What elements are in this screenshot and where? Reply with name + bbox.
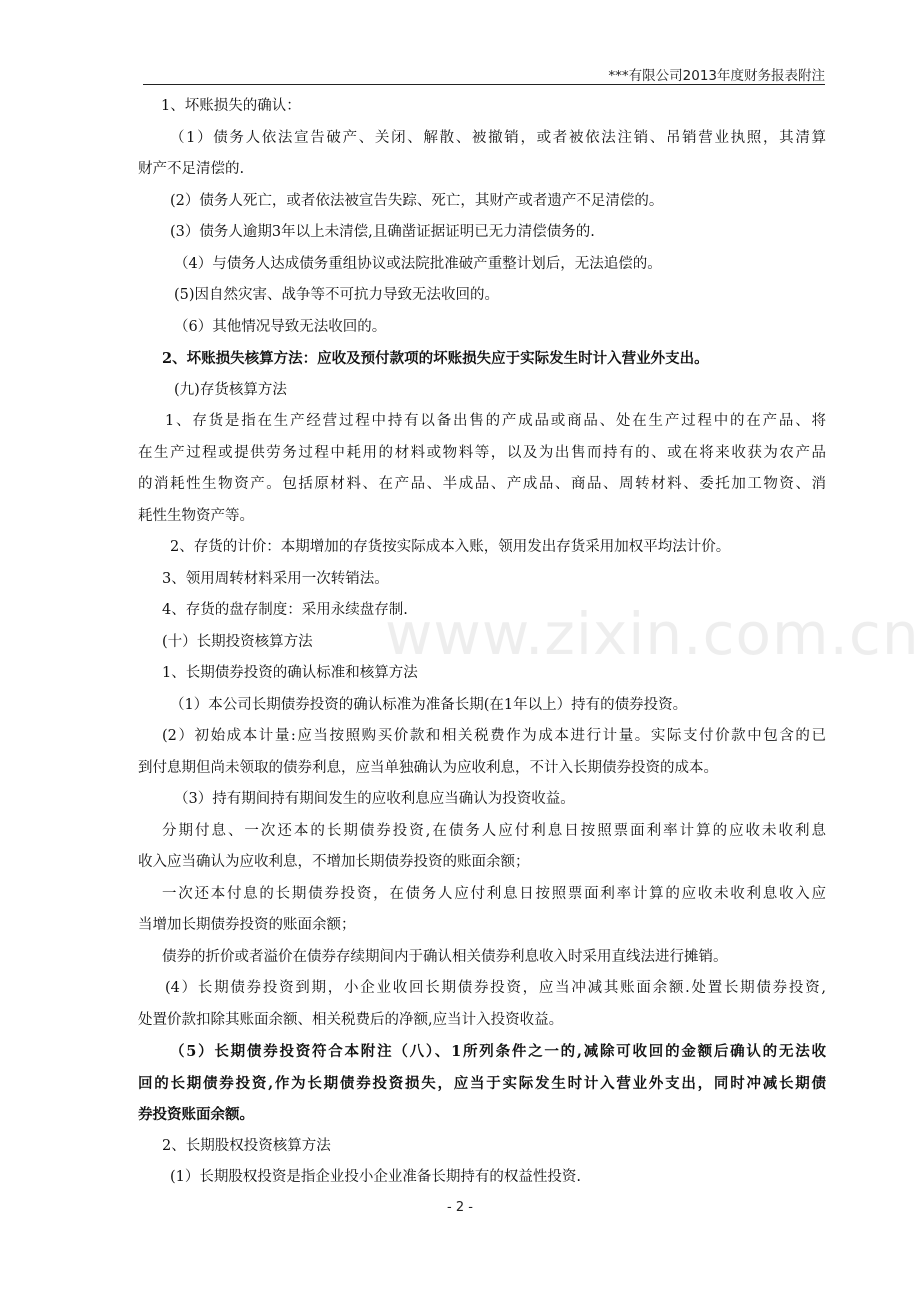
paragraph: (3）债务人逾期3年以上未清偿,且确凿证据证明已无力清偿债务的. (170, 224, 595, 240)
paragraph: 当增加长期债券投资的账面余额； (138, 917, 356, 933)
paragraph: 3、领用周转材料采用一次转销法。 (162, 570, 389, 587)
paragraph: 2、坏账损失核算方法：应收及预付款项的坏账损失应于实际发生时计入营业外支出。 (162, 350, 709, 367)
paragraph: 财产不足清偿的. (138, 161, 245, 177)
section-heading: (十）长期投资核算方法 (162, 633, 313, 650)
paragraph: 回的长期债券投资,作为长期债券投资损失，应当于实际发生时计入营业外支出，同时冲减长期债 (138, 1074, 826, 1092)
paragraph: 债券的折价或者溢价在债券存续期间内于确认相关债券利息收入时采用直线法进行摊销。 (162, 948, 728, 965)
paragraph: （5）长期债券投资符合本附注（八）、1所列条件之一的,减除可收回的金额后确认的无法收 (170, 1043, 826, 1060)
paragraph: 1、坏账损失的确认： (161, 98, 301, 114)
paragraph: 收入应当确认为应收利息，不增加长期债券投资的账面余额； (138, 854, 530, 870)
header-title: ***有限公司2013年度财务报表附注 (608, 68, 825, 84)
paragraph: 分期付息、一次还本的长期债券投资,在债务人应付利息日按照票面利率计算的应收未收利息 (162, 822, 826, 839)
watermark: www.zixin.com.cn (385, 600, 920, 668)
paragraph: (4）长期债券投资到期，小企业收回长期债券投资，应当冲减其账面余额.处置长期债券投资, (165, 980, 826, 996)
paragraph: 在生产过程或提供劳务过程中耗用的材料或物料等，以及为出售而持有的、或在将来收获为农产品 (138, 444, 826, 461)
paragraph: 耗性生物资产等。 (138, 507, 254, 524)
paragraph: （3）持有期间持有期间发生的应收利息应当确认为投资收益。 (174, 791, 575, 807)
paragraph: （4）与债务人达成债务重组协议或法院批准破产重整计划后，无法追偿的。 (174, 255, 662, 272)
paragraph: （1）本公司长期债券投资的确认标准为准备长期(在1年以上）持有的债券投资。 (170, 696, 688, 713)
paragraph: 处置价款扣除其账面余额、相关税费后的净额,应当计入投资收益。 (138, 1011, 564, 1028)
paragraph: (1）长期股权投资是指企业投小企业准备长期持有的权益性投资. (170, 1169, 581, 1185)
page-header (143, 62, 825, 85)
paragraph: 到付息期但尚未领取的债券利息，应当单独确认为应收利息，不计入长期债券投资的成本。 (138, 759, 718, 776)
paragraph: (2）初始成本计量:应当按照购买价款和相关税费作为成本进行计量。实际支付价款中包含的已 (162, 728, 826, 744)
paragraph: 一次还本付息的长期债券投资，在债务人应付利息日按照票面利率计算的应收未收利息收入应 (162, 885, 826, 902)
section-heading: (九)存货核算方法 (174, 381, 287, 398)
document-body (138, 91, 826, 1194)
paragraph: 1、存货是指在生产经营过程中持有以备出售的产成品或商品、处在生产过程中的在产品、将 (165, 413, 826, 429)
paragraph: 4、存货的盘存制度：采用永续盘存制. (162, 602, 408, 618)
paragraph: 2、存货的计价：本期增加的存货按实际成本入账，领用发出存货采用加权平均法计价。 (170, 539, 731, 555)
paragraph: （1）债务人依法宣告破产、关闭、解散、被撤销，或者被依法注销、吊销营业执照，其清算 (170, 129, 826, 146)
paragraph: 的消耗性生物资产。包括原材料、在产品、半成品、产成品、商品、周转材料、委托加工物资、消 (138, 476, 826, 492)
paragraph: （6）其他情况导致无法收回的。 (174, 318, 387, 335)
paragraph: (2）债务人死亡，或者依法被宣告失踪、死亡，其财产或者遗产不足清偿的。 (170, 192, 664, 209)
paragraph: 券投资账面余额。 (138, 1106, 254, 1123)
paragraph: (5)因自然灾害、战争等不可抗力导致无法收回的。 (174, 287, 500, 303)
paragraph: 2、长期股权投资核算方法 (162, 1137, 331, 1154)
page-number: - 2 - (447, 1200, 473, 1215)
paragraph: 1、长期债券投资的确认标准和核算方法 (162, 665, 418, 681)
